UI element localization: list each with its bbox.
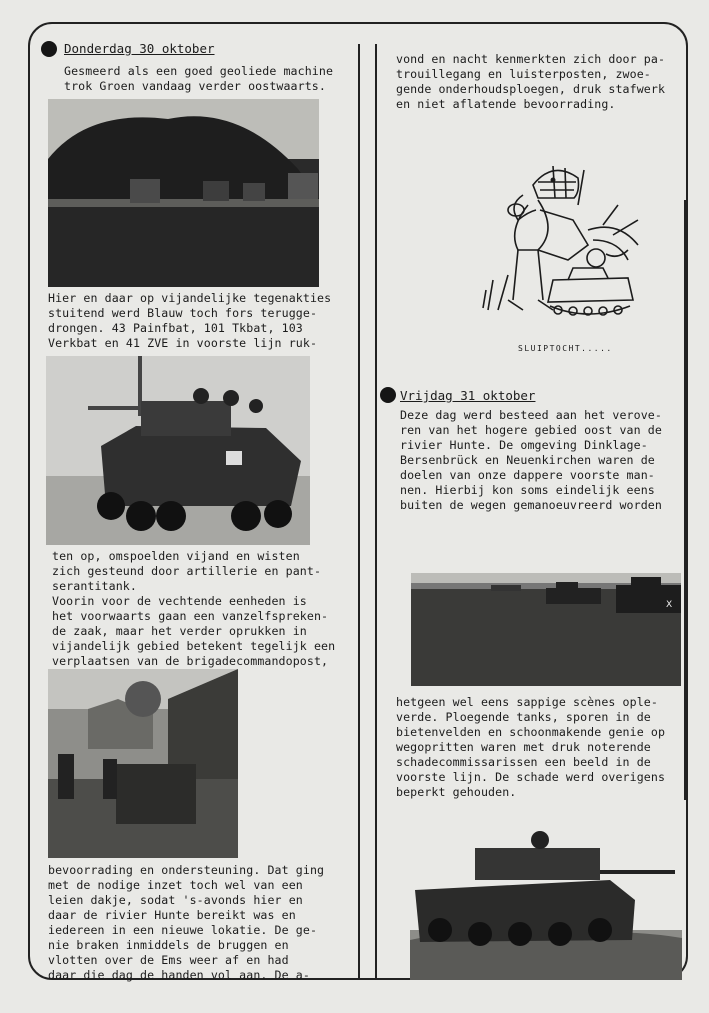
armoured-car-photo [46,356,310,545]
heading-vrijdag: Vrijdag 31 oktober [400,388,536,403]
right-margin-line [684,200,686,800]
tank-closeup-photo [410,830,682,980]
bullet-icon [41,41,57,57]
cartoon-caption: SLUIPTOCHT..... [518,344,613,353]
svg-text:X: X [666,600,673,610]
column-divider-left [358,44,360,978]
bullet-icon [380,387,396,403]
column-divider-right [375,44,377,978]
heading-donderdag: Donderdag 30 oktober [64,41,215,56]
soldier-cartoon-illustration [478,150,653,330]
vehicles-at-forest-edge-photo [48,99,319,287]
tanks-in-field-photo [411,573,681,686]
village-street-photo [48,669,238,858]
